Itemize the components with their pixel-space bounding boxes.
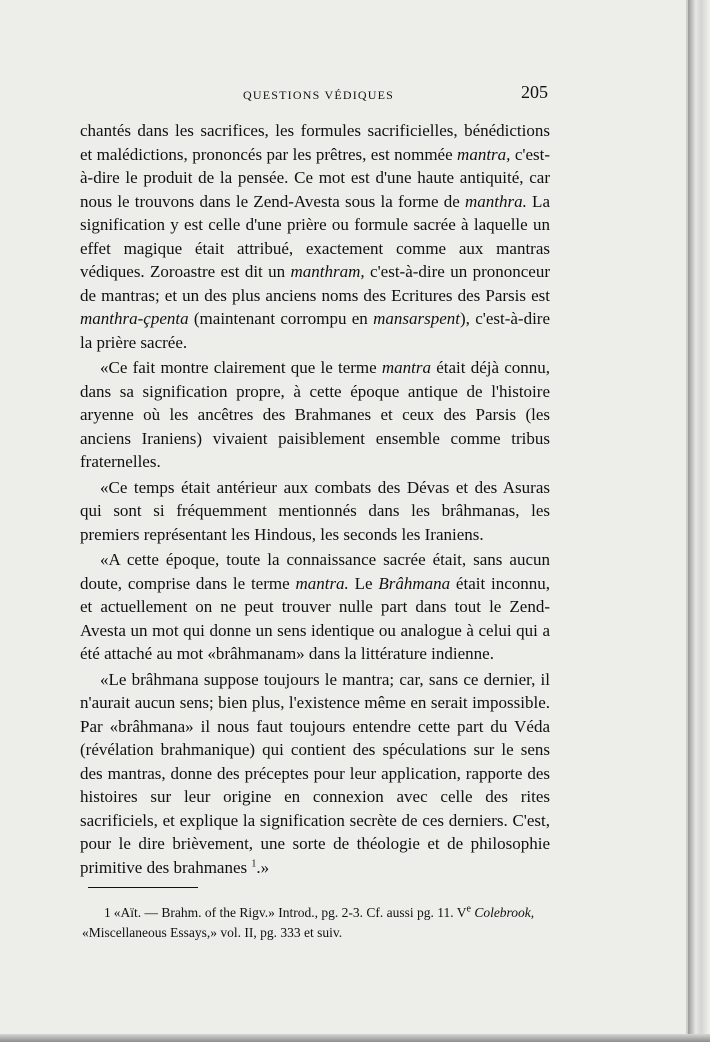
text-run: était inconnu, et actuellement on ne peut trouver nulle part dans tout le Zend-Avesta un mot qui donne un sens identique ou analogue à celui qui a été attaché au mot «brâhmanam» dans la littérature indienne. [80,573,550,663]
text-run: «A cette époque, toute la connaissance sacrée était, sans aucun doute, comprise dans le terme [80,550,550,593]
page-edge-right [688,0,710,1042]
paragraph [80,476,550,547]
text-run: ), c'est-à-dire la prière sacrée. [80,309,551,352]
paragraph [80,119,550,354]
text-run: «Ce fait montre clairement que le terme [100,358,382,377]
footnote [82,903,552,943]
text-run: (maintenant corrompu en [188,309,374,328]
text-run: c'est-à-dire le produit de la pensée. Ce mot est d'une haute antiquité, car nous le trouvons dans le Zend-Avesta sous la forme de [80,144,550,211]
running-title: QUESTIONS VÉDIQUES [243,88,395,102]
italic-term: Colebrook, [474,905,535,920]
note-reference: 1 [251,857,257,869]
text-run: «Ce temps était antérieur aux combats des Dévas et des Asuras qui sont si fréquemment mentionnés dans les brâhmanas, les premiers représentant les Hindous, les seconds les Iraniens. [80,477,550,544]
italic-term: mansarspent [373,309,461,328]
note-reference: e [466,903,471,915]
italic-term: manthram, [290,262,365,281]
italic-term: manthra. [464,191,527,211]
text-run: «Aït. — Brahm. of the Rigv.» Introd., pg. 2-3. Cf. aussi pg. 11. V [113,905,467,920]
footnote-number: 1 [104,905,111,920]
text-run: était déjà connu, dans sa signification propre, à cette époque antique de l'histoire aryenne où les ancêtres des Brahmanes et ceux des Parsis (les anciens Iraniens) vivaient paisiblement ensemble comme tribus fraternelles. [80,358,551,471]
paragraph [80,668,550,880]
text-run: «Miscellaneous Essays,» vol. II, pg. 333 et suiv. [82,925,343,940]
text-run: Le [348,573,379,593]
page-header [0,82,688,108]
footnote-text [82,905,534,940]
footnote-divider [88,887,198,888]
text-run: La signification y est celle d'une prière ou formule sacrée à laquelle un effet magique était attribué, exactement comme aux mantras védiques. Zoroastre est dit un [80,191,550,281]
text-run: «Le brâhmana suppose toujours le mantra; car, sans ce dernier, il n'aurait aucun sens; bien plus, l'existence même en serait impossible. Par «brâhmana» il nous faut toujours entendre cette part du Véda (révélation brahmanique) qui contient des spéculations sur le sens des mantras, donne des préceptes pour leur application, rapporte des histoires sur leur origine en connexion avec celle des rites sacrificiels, et explique la signification secrète de ces derniers. C'est, pour le dire brièvement, une sorte de théologie et de philosophie primitive des brahmanes [80,669,550,877]
footnotes [82,903,552,943]
text-run: .» [256,857,270,877]
italic-term: manthra-çpenta [80,309,189,328]
body-text [80,119,550,879]
paragraph [80,356,550,474]
italic-term: mantra, [457,144,511,164]
text-run: chantés dans les sacrifices, les formules sacrificielles, bénédictions et malédictions, prononcés par les prêtres, est nommée [80,121,550,164]
page-edge-bottom [0,1034,710,1042]
paragraph [80,548,550,666]
italic-term: Brâhmana [378,573,451,593]
italic-term: mantra. [295,573,349,593]
text-run: c'est-à-dire un prononceur de mantras; et un des plus anciens noms des Ecritures des Parsis est [80,262,550,305]
italic-term: mantra [381,358,432,377]
page-number: 205 [521,82,548,102]
